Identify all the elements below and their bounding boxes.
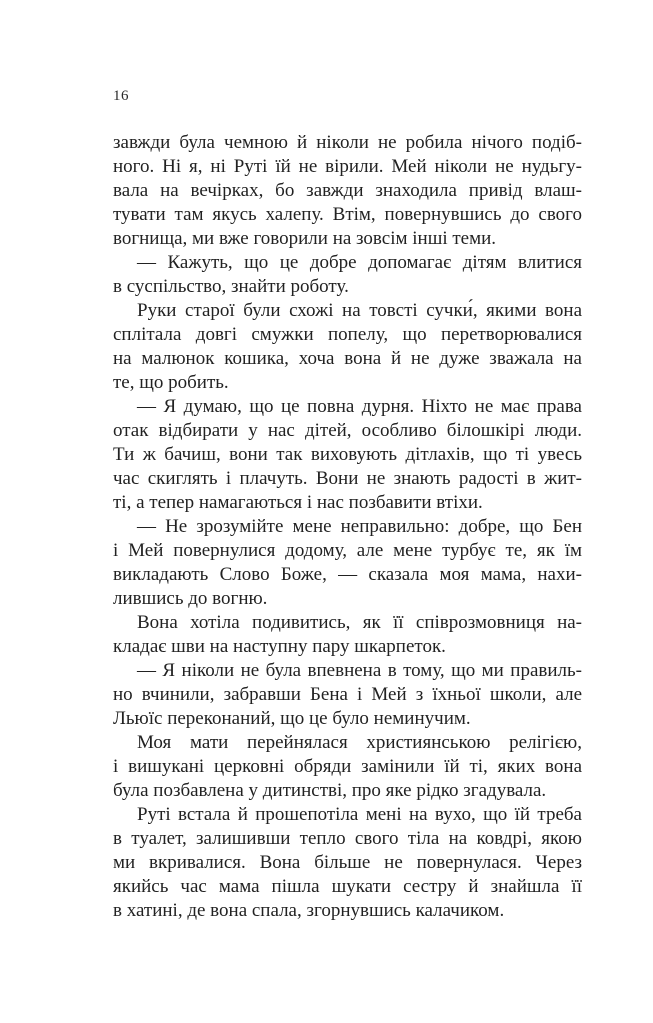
text-line: в хатині, де вона спала, згорнувшись калачиком. (113, 900, 505, 921)
text-line: — Не зрозумійте мене неправильно: добре, що Бен (137, 516, 582, 537)
text-line: викладають Слово Боже, — сказала моя мама, нахи- (113, 564, 582, 585)
text-line: — Кажуть, що це добре допомагає дітям влитися (137, 252, 582, 273)
text-line: те, що робить. (113, 372, 229, 393)
text-line: сплітала довгі смужки попелу, що перетворювалися (113, 324, 582, 345)
text-line: тувати там якусь халепу. Втім, повернувшись до свого (113, 204, 582, 225)
paragraph (113, 611, 582, 659)
text-line: вала на вечірках, бо завжди знаходила привід влаш- (113, 180, 582, 201)
text-line: і вишукані церковні обряди замінили їй ті, яких вона (113, 756, 582, 777)
text-line: но вчинили, забравши Бена і Мей з їхньої школи, але (113, 684, 582, 705)
text-line: кладає шви на наступну пару шкарпеток. (113, 636, 446, 657)
paragraph (113, 803, 582, 923)
paragraph (113, 131, 582, 251)
paragraph (113, 659, 582, 731)
text-line: ного. Ні я, ні Руті їй не вірили. Мей ніколи не нудьгу- (113, 156, 582, 177)
text-line: на малюнок кошика, хоча вона й не дуже зважала на (113, 348, 582, 369)
text-line: лившись до вогню. (113, 588, 268, 609)
text-line: і Мей повернулися додому, але мене турбує те, як їм (113, 540, 582, 561)
text-line: ми вкривалися. Вона більше не повернулася. Через (113, 852, 582, 873)
text-line: Руки старої були схожі на товсті сучки́, якими вона (137, 300, 582, 321)
paragraph (113, 251, 582, 299)
paragraph (113, 395, 582, 515)
page-number: 16 (113, 88, 129, 104)
text-line: — Я думаю, що це повна дурня. Ніхто не має права (137, 396, 582, 417)
text-line: завжди була чемною й ніколи не робила нічого подіб- (113, 132, 582, 153)
text-line: була позбавлена у дитинстві, про яке рідко згадувала. (113, 780, 547, 801)
text-line: — Я ніколи не була впевнена в тому, що ми правиль- (137, 660, 582, 681)
text-line: Моя мати перейнялася християнською релігією, (137, 732, 582, 753)
paragraph (113, 299, 582, 395)
text-line: Ти ж бачиш, вони так виховують дітлахів, що ті увесь (113, 444, 582, 465)
text-line: якийсь час мама пішла шукати сестру й знайшла її (113, 876, 582, 897)
text-line: в суспільство, знайти роботу. (113, 276, 349, 297)
paragraph (113, 731, 582, 803)
text-line: Льюїс переконаний, що це було неминучим. (113, 708, 471, 729)
text-line: Руті встала й прошепотіла мені на вухо, що їй треба (137, 804, 582, 825)
text-line: ті, а тепер намагаються і нас позбавити втіхи. (113, 492, 483, 513)
text-line: час скиглять і плачуть. Вони не знають радості в жит- (113, 468, 582, 489)
text-block (113, 131, 582, 923)
text-line: вогнища, ми вже говорили на зовсім інші теми. (113, 228, 497, 249)
text-line: в туалет, залишивши тепло свого тіла на ковдрі, якою (113, 828, 582, 849)
paragraph (113, 515, 582, 611)
text-line: Вона хотіла подивитись, як її співрозмовниця на- (137, 612, 582, 633)
text-line: отак відбирати у нас дітей, особливо білошкірі люди. (113, 420, 582, 441)
